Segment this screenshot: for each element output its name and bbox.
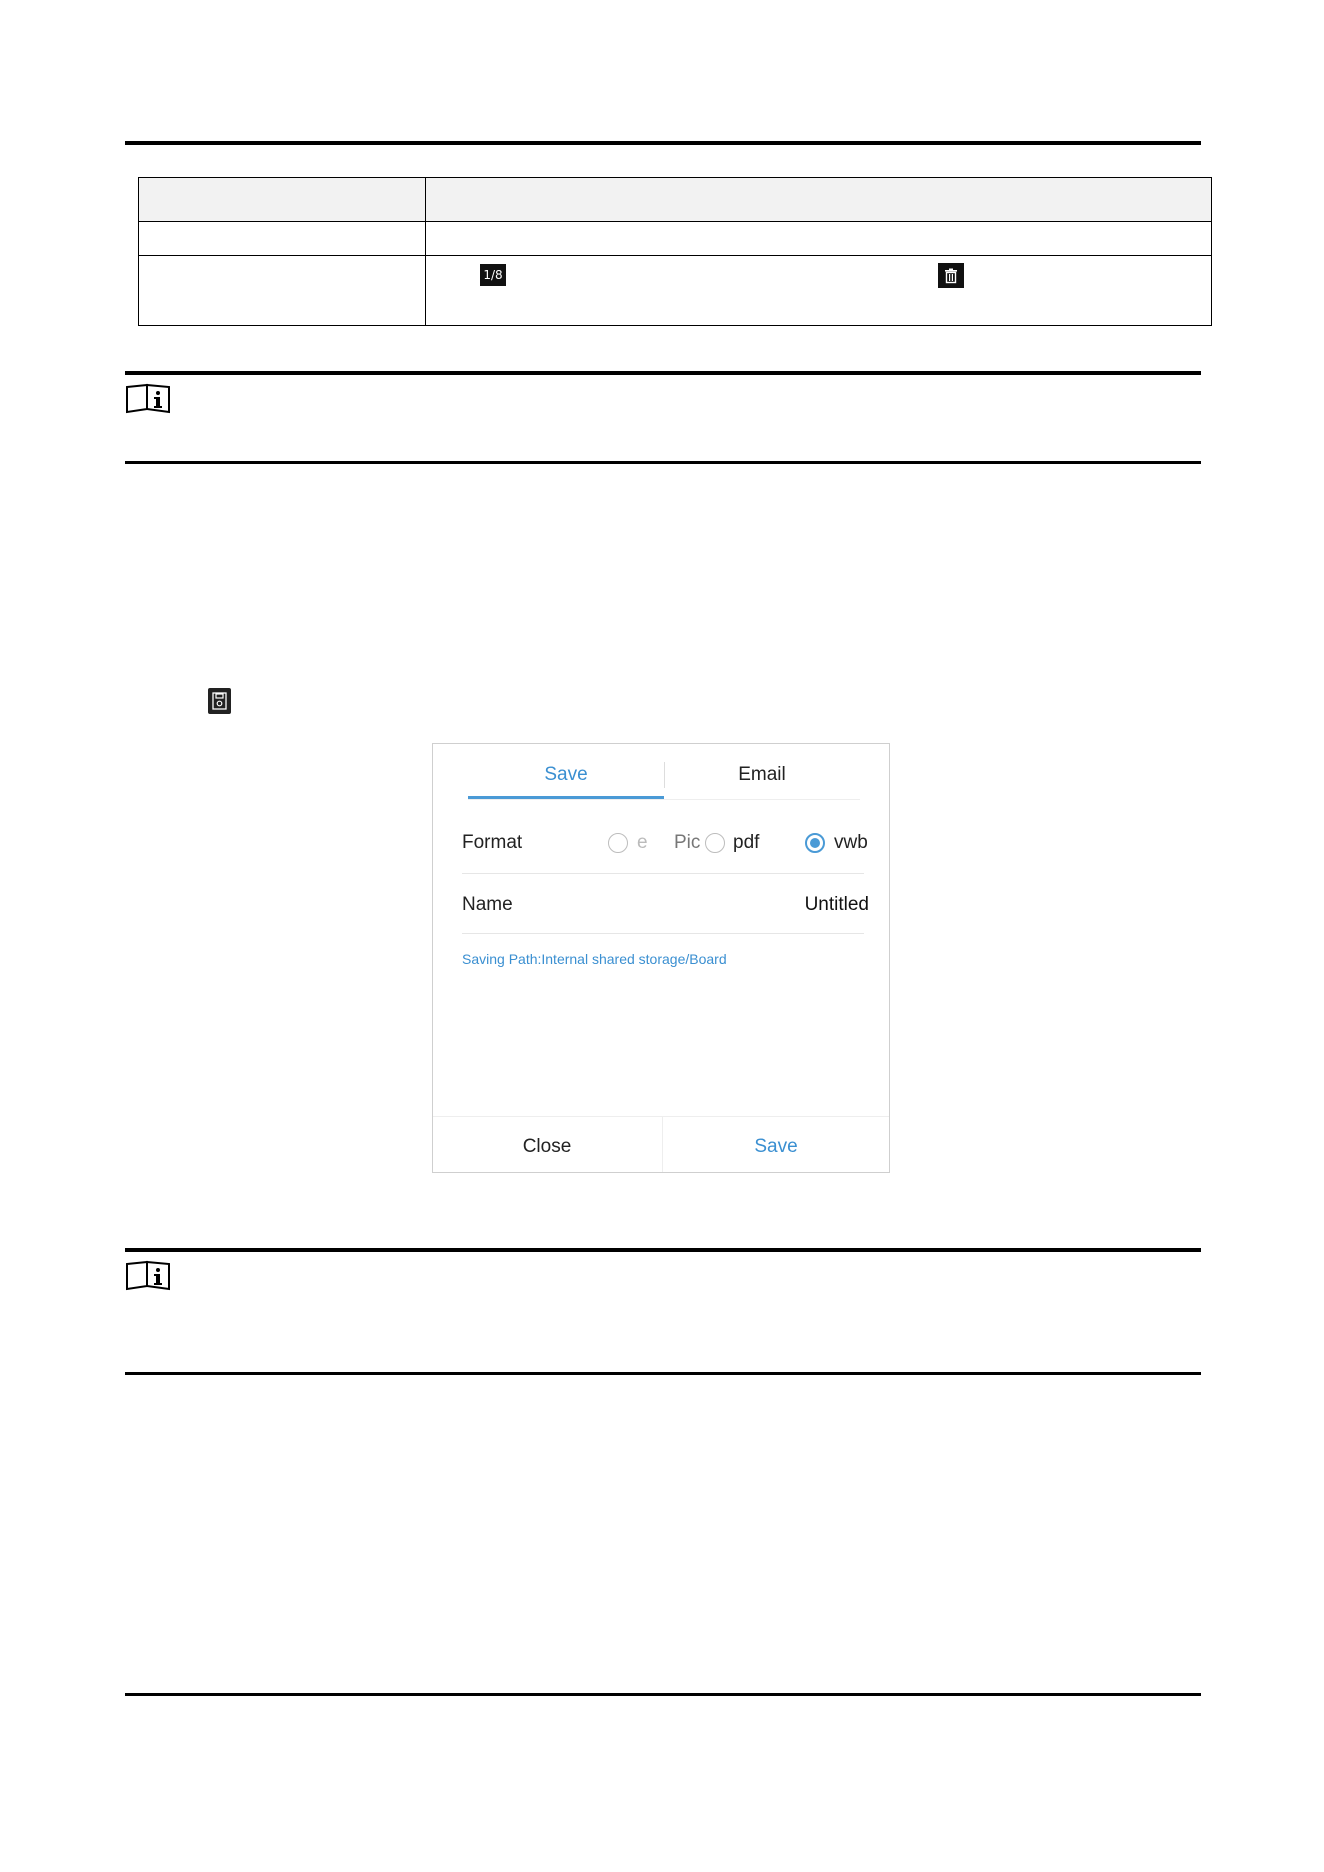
note-icon	[125, 384, 171, 414]
tab-save[interactable]: Save	[544, 764, 588, 785]
table-row	[139, 256, 1212, 326]
save-dialog	[432, 743, 890, 1173]
table-header-cell	[139, 178, 426, 222]
table-cell-icons	[434, 256, 1203, 325]
name-field[interactable]: Untitled	[804, 894, 869, 915]
active-tab-indicator	[468, 796, 664, 799]
tab-email[interactable]: Email	[738, 764, 786, 785]
row-separator	[462, 873, 864, 874]
table-row	[139, 222, 1212, 256]
saving-path-text: Saving Path:Internal shared storage/Board	[462, 951, 727, 967]
note-icon	[125, 1261, 171, 1291]
format-option-e-label: e	[637, 832, 648, 853]
page-counter-icon: 1/8	[480, 264, 506, 286]
header-rule	[125, 141, 1201, 145]
close-button[interactable]: Close	[522, 1136, 572, 1157]
format-option-pdf-label: pdf	[733, 832, 760, 853]
note-top-rule	[125, 1248, 1201, 1252]
table-cell	[139, 256, 426, 326]
footer-rule	[125, 1693, 1201, 1696]
format-option-vwb-label: vwb	[834, 832, 868, 853]
note-bottom-rule	[125, 461, 1201, 464]
table-header-cell	[426, 178, 1212, 222]
table-cell	[426, 222, 1212, 256]
format-label: Format	[462, 832, 523, 853]
footer-separator	[433, 1116, 889, 1117]
format-radio-vwb[interactable]	[805, 833, 825, 853]
trash-icon	[938, 263, 964, 288]
table-header-row	[139, 178, 1212, 222]
format-radio-pdf[interactable]	[705, 833, 725, 853]
note-bottom-rule	[125, 1372, 1201, 1375]
save-icon	[208, 688, 231, 714]
tab-baseline	[468, 799, 860, 800]
format-option-pic-clip	[674, 832, 701, 854]
parameter-table	[138, 177, 1212, 326]
format-option-pic-label: Pic	[674, 832, 701, 853]
row-separator	[462, 933, 864, 934]
name-label: Name	[462, 894, 513, 915]
save-button[interactable]: Save	[754, 1136, 798, 1157]
format-radio-e[interactable]	[608, 833, 628, 853]
table-cell	[426, 256, 1212, 326]
note-top-rule	[125, 371, 1201, 375]
table-cell	[139, 222, 426, 256]
